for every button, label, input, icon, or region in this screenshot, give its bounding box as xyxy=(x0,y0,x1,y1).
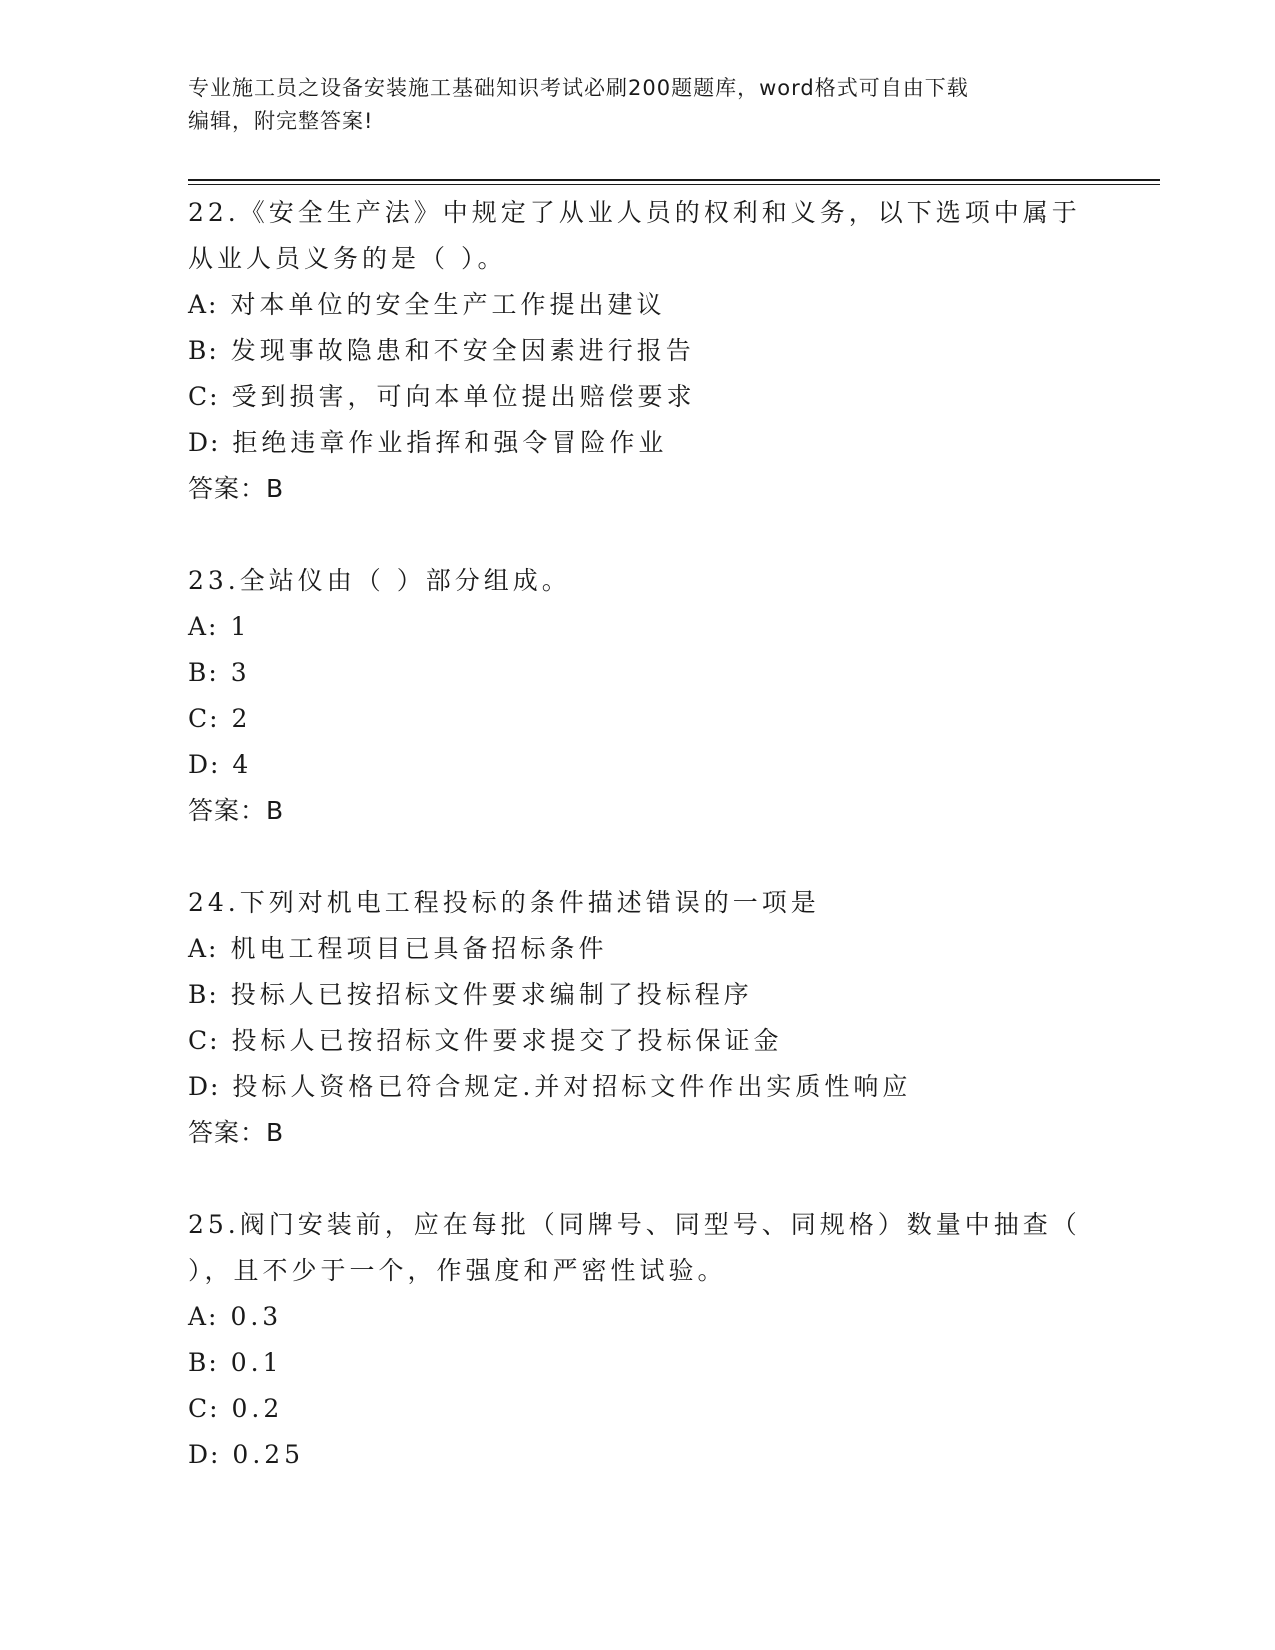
option-letter: A: xyxy=(188,612,219,641)
question-stem: 22.《安全生产法》中规定了从业人员的权利和义务，以下选项中属于 xyxy=(188,198,1081,227)
option-letter: B: xyxy=(188,980,219,1009)
option-text: 对本单位的安全生产工作提出建议 xyxy=(230,290,666,319)
option-letter: B: xyxy=(188,336,219,365)
question-23 xyxy=(188,558,1088,834)
option-text: 机电工程项目已具备招标条件 xyxy=(230,934,608,963)
option-letter: C: xyxy=(188,704,220,733)
option-b xyxy=(188,1340,1088,1386)
option-c xyxy=(188,1018,1088,1064)
option-text: 受到损害，可向本单位提出赔偿要求 xyxy=(231,382,696,411)
question-stem-continued: 从业人员义务的是（ ）。 xyxy=(188,244,507,273)
question-25 xyxy=(188,1202,1088,1478)
option-text: 投标人资格已符合规定.并对招标文件作出实质性响应 xyxy=(232,1072,912,1101)
option-text: 投标人已按招标文件要求编制了投标程序 xyxy=(230,980,753,1009)
answer-line: 答案：B xyxy=(188,474,285,503)
option-letter: B: xyxy=(188,1348,219,1377)
option-letter: A: xyxy=(188,934,219,963)
option-letter: A: xyxy=(188,1302,219,1331)
header-line-1: 专业施工员之设备安装施工基础知识考试必刷200题题库，word格式可自由下载 xyxy=(188,76,969,100)
header-divider-thick xyxy=(188,179,1160,181)
question-stem-continued: ），且不少于一个，作强度和严密性试验。 xyxy=(188,1256,727,1285)
option-b xyxy=(188,972,1088,1018)
option-d xyxy=(188,742,1088,788)
question-stem: 24.下列对机电工程投标的条件描述错误的一项是 xyxy=(188,888,820,917)
header-divider-thin xyxy=(188,184,1160,185)
option-text: 2 xyxy=(231,704,252,733)
option-text: 0.25 xyxy=(232,1440,305,1469)
option-letter: D: xyxy=(188,1072,221,1101)
option-text: 0.1 xyxy=(230,1348,283,1377)
option-a xyxy=(188,926,1088,972)
answer-line: 答案：B xyxy=(188,796,285,825)
question-22 xyxy=(188,190,1088,512)
option-text: 4 xyxy=(232,750,253,779)
question-stem: 25.阀门安装前，应在每批（同牌号、同型号、同规格）数量中抽查（ xyxy=(188,1210,1081,1239)
option-text: 0.3 xyxy=(230,1302,283,1331)
option-text: 3 xyxy=(230,658,251,687)
option-a xyxy=(188,1294,1088,1340)
option-text: 发现事故隐患和不安全因素进行报告 xyxy=(230,336,695,365)
option-letter: B: xyxy=(188,658,219,687)
option-d xyxy=(188,420,1088,466)
option-a xyxy=(188,282,1088,328)
option-d xyxy=(188,1432,1088,1478)
option-text: 0.2 xyxy=(231,1394,284,1423)
option-b xyxy=(188,328,1088,374)
question-list xyxy=(188,190,1088,1524)
option-letter: C: xyxy=(188,1394,220,1423)
option-a xyxy=(188,604,1088,650)
option-letter: D: xyxy=(188,750,221,779)
option-d xyxy=(188,1064,1088,1110)
option-c xyxy=(188,1386,1088,1432)
option-letter: C: xyxy=(188,1026,220,1055)
answer-line: 答案：B xyxy=(188,1118,285,1147)
question-stem: 23.全站仪由（ ）部分组成。 xyxy=(188,566,571,595)
option-c xyxy=(188,696,1088,742)
option-letter: D: xyxy=(188,428,221,457)
option-letter: A: xyxy=(188,290,219,319)
question-24 xyxy=(188,880,1088,1156)
header-line-2: 编辑，附完整答案! xyxy=(188,109,374,133)
option-text: 投标人已按招标文件要求提交了投标保证金 xyxy=(231,1026,783,1055)
option-text: 拒绝违章作业指挥和强令冒险作业 xyxy=(232,428,668,457)
document-header xyxy=(188,72,1068,138)
option-letter: D: xyxy=(188,1440,221,1469)
option-text: 1 xyxy=(230,612,251,641)
option-letter: C: xyxy=(188,382,220,411)
option-b xyxy=(188,650,1088,696)
option-c xyxy=(188,374,1088,420)
